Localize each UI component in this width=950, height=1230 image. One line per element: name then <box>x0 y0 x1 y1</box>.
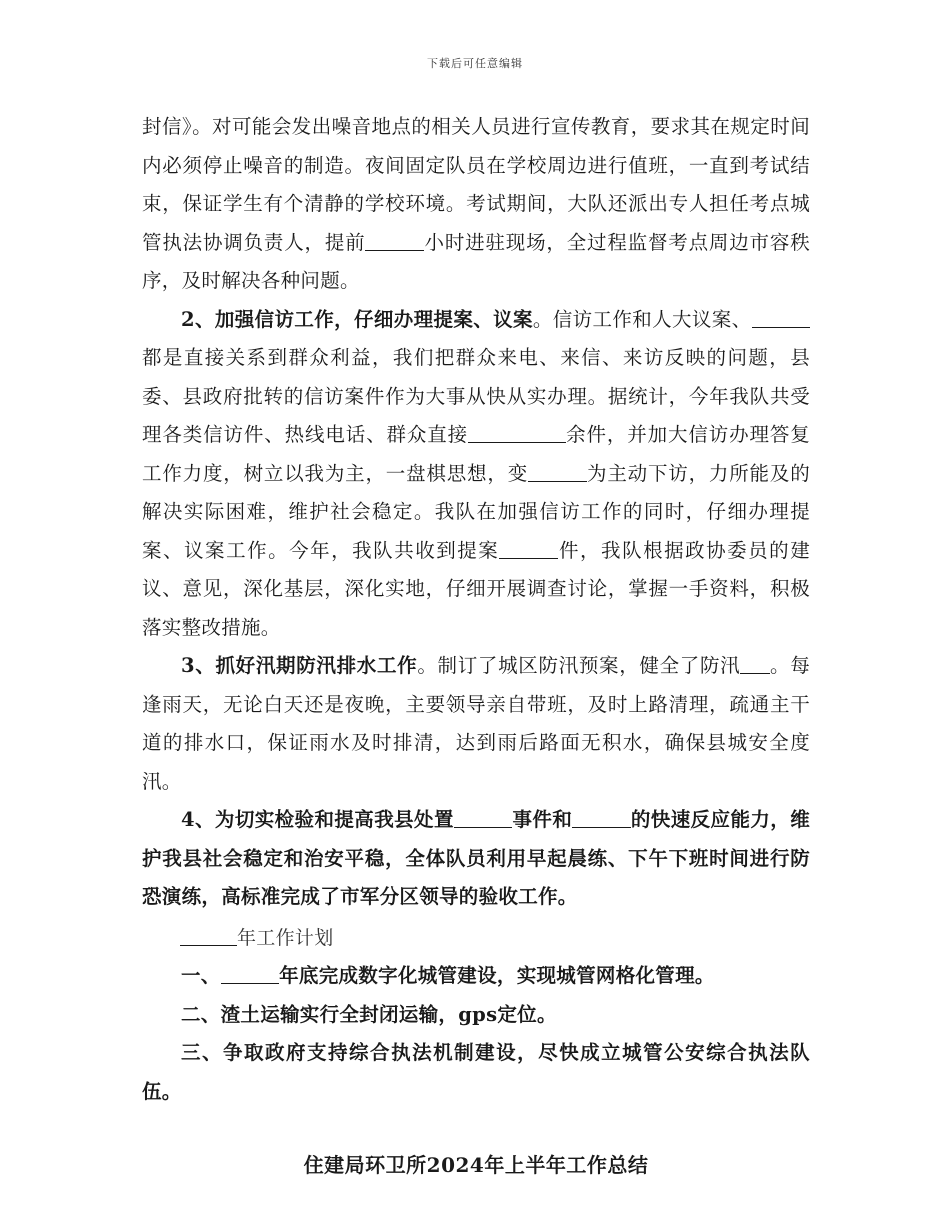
blank-field <box>468 423 566 444</box>
header-note: 下载后可任意编辑 <box>427 57 523 70</box>
paragraph-1 <box>142 108 810 301</box>
paragraph-3-heading: 3、抓好汛期防汛排水工作 <box>181 654 418 677</box>
blank-field <box>740 654 769 675</box>
paragraph-4 <box>142 801 810 917</box>
paragraph-4-text-b: 事件和 <box>512 808 573 831</box>
paragraph-2-heading: 2、加强信访工作，仔细办理提案、议案 <box>181 307 533 331</box>
paragraph-2 <box>142 301 810 648</box>
blank-field <box>221 964 280 985</box>
paragraph-2-text-b: 都是直接关系到群众利益，我们把群众来电、来信、来访反映的问题，县委、县政府批转的信访案件作为大事从快从实办理。据统计，今年我队共受理各类信访件、热线电话、群众直接 <box>142 346 810 446</box>
plan-title <box>142 919 810 958</box>
plan-item-2: 二、渣土运输实行全封闭运输，gps定位。 <box>181 1002 557 1026</box>
paragraph-2-text-d: 为主动下访，力所能及的解决实际困难，维护社会稳定。我队在加强信访工作的同时，仔细办理提案、议案工作。今年，我队共收到提案 <box>142 461 810 562</box>
plan-title-text: 年工作计划 <box>237 926 334 949</box>
paragraph-1-text-a: 封信》。对可能会发出噪音地点的相关人员进行宣传教育，要求其在规定时间内必须停止噪音的制造。夜间固定队员在学校周边进行值班，一直到考试结束，保证学生有个清静的学校环境。考试期间，大队还派出专人担任考点城管执法协调负责人，提前 <box>142 115 810 254</box>
blank-field <box>752 307 811 328</box>
document-title: 住建局环卫所2024年上半年工作总结 <box>303 1153 649 1177</box>
paragraph-3 <box>142 647 810 801</box>
plan-item-3: 三、争取政府支持综合执法机制建设，尽快成立城管公安综合执法队伍。 <box>142 1041 810 1103</box>
plan-item-1-text: 年底完成数字化城管建设，实现城管网格化管理。 <box>279 964 715 987</box>
paragraph-4-text-a: 4、为切实检验和提高我县处置 <box>181 808 454 831</box>
blank-field <box>499 538 558 559</box>
paragraph-2-text-a: 。信访工作和人大议案、 <box>532 307 752 331</box>
paragraph-2-text-e: 件，我队根据政协委员的建议、意见，深化基层，深化实地，仔细开展调查讨论，掌握一手资料，积极落实整改措施。 <box>142 538 810 639</box>
blank-field <box>180 926 237 946</box>
document-body <box>142 108 810 1178</box>
paragraph-2-text-c: 余件，并加大信访办理答复工作力度，树立以我为主，一盘棋思想，变 <box>142 423 810 485</box>
blank-field <box>572 808 631 829</box>
blank-field <box>528 461 587 482</box>
blank-field <box>365 230 424 251</box>
paragraph-4-text-c: 的快速反应能力，维护我县社会稳定和治安平稳，全体队员利用早起晨练、下午下班时间进行防恐演练，高标准完成了市军分区领导的验收工作。 <box>142 808 811 908</box>
plan-item-1 <box>142 957 810 996</box>
paragraph-1-text-b: 小时进驻现场，全过程监督考点周边市容秩序，及时解决各种问题。 <box>142 230 810 292</box>
plan-item-1-prefix: 一、 <box>181 964 221 987</box>
blank-field <box>454 808 513 829</box>
paragraph-3-text-b: 。每逢雨天，无论白天还是夜晚，主要领导亲自带班，及时上路清理，疏通主干道的排水口，保证雨水及时排清，达到雨后路面无积水，确保县城安全度汛。 <box>142 654 811 793</box>
paragraph-3-text-a: 。制订了城区防汛预案，健全了防汛 <box>417 654 741 677</box>
